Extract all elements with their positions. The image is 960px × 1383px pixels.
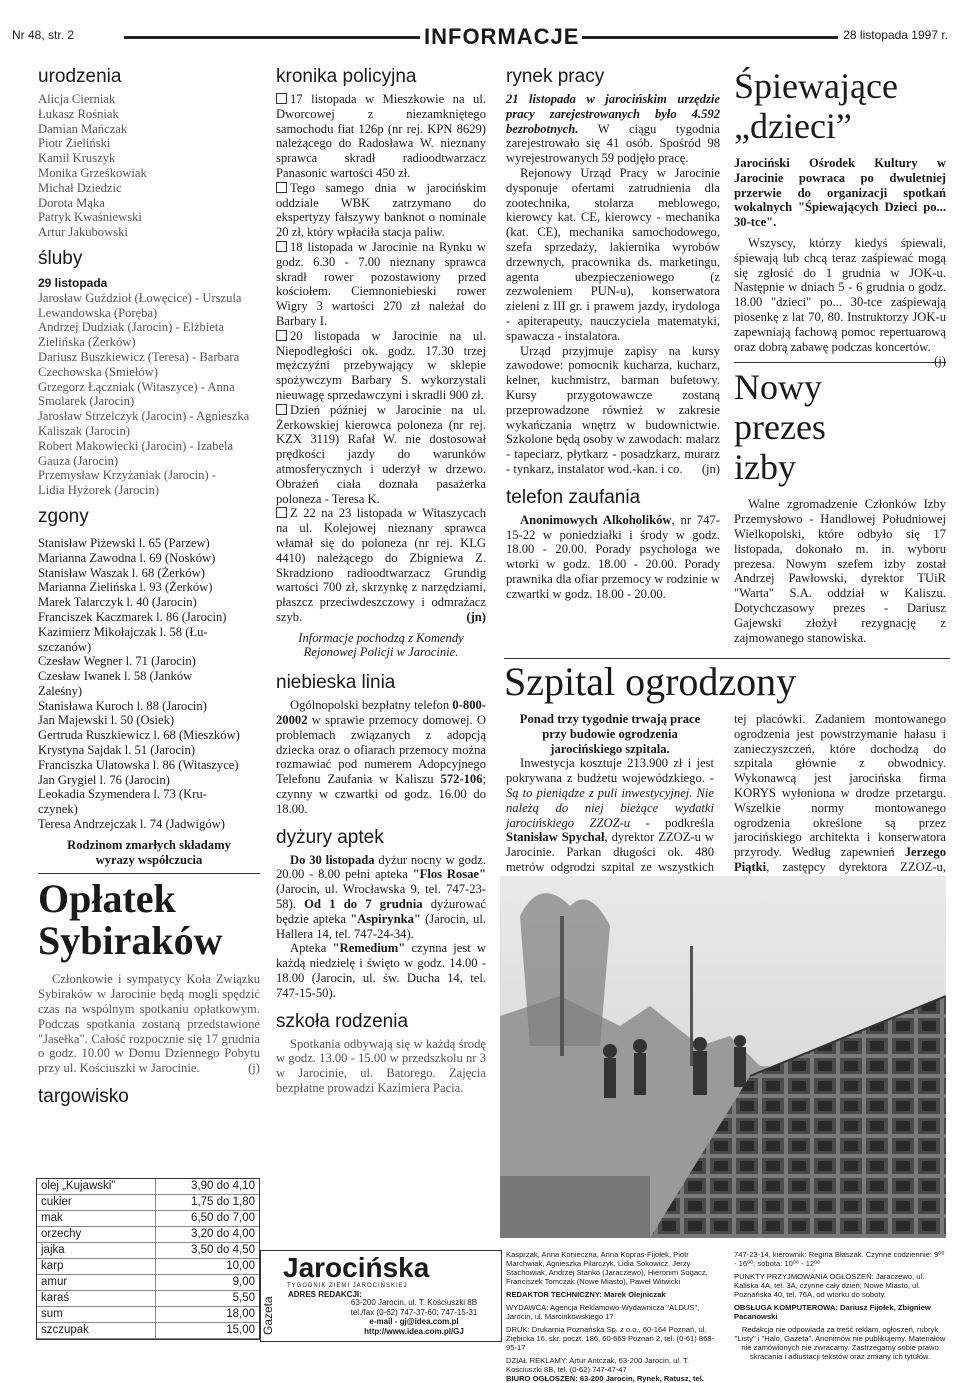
market-row [37, 1227, 259, 1243]
header-rule-right [582, 36, 838, 39]
market-price: 18,00 [155, 1307, 259, 1323]
police-report: 18 listopada w Jarocinie na Rynku w godz. 6.30 - 7.00 nieznany sprawca skradł rower pozostawiony przed kościołem. Ciemnoniebieski rower Wigry 3 wartości 270 zł należał do Barbary I. [276, 239, 486, 328]
market-price: 15,00 [155, 1323, 259, 1339]
section-title: INFORMACJE [424, 24, 580, 49]
market-row [37, 1275, 259, 1291]
page-number: Nr 48, str. 2 [12, 28, 75, 42]
deaths-heading: zgony [38, 505, 89, 527]
death-entry: Marianna Zawodna l. 69 (Nosków) [38, 550, 216, 565]
birth-entry: Dorota Mąka [38, 195, 105, 210]
hospital-text-2: tej placówki. Zadaniem montowanego ogrodzenia jest powstrzymanie hałasu i zanieczyszczeń, które dochodzą do szpitala głównie z obwodnicy. Wykonawcą jest jarocińska firma KORYS wyłoniona w drodze przetargu. Wszelkie normy montowanego ogrodzenia określone są przez jarocińskiego architekta i konserwatora przyrody. Według zapewnień Jerzego Piątki, zastępcy dyrektora ZZOZ-u, [734, 712, 946, 874]
death-entry: czynek) [38, 802, 78, 817]
market-price-table [36, 1178, 260, 1340]
jobs-lead: 21 listopada w jarocińskim urzędzie pracy zarejestrowanych było 4.592 bezrobotnych. W ciągu tygodnia zarejestrowało się 41 osób. Spośród 98 wyrejestrowanych 59 podjęło pracę. [506, 92, 720, 166]
wedding-entry: Jarosław Guździoł (Łowęcice) - Urszula [38, 290, 242, 305]
checkbox-bullet-icon [276, 507, 287, 518]
market-item: mak [37, 1211, 155, 1227]
birth-entry: Piotr Zieliński [38, 136, 111, 151]
birth-entry: Łukasz Rośniak [38, 106, 119, 121]
blue-line-heading: niebieska linia [276, 672, 396, 694]
police-report: 20 listopada w Jarocinie na ul. Niepodległości ok. godz. 17.30 trzej mężczyźni przebywający w sklepie spożywczym Barbary S. wykorzystali nieuwagę sprzedawczyni i skradli 900 zł. [276, 328, 486, 402]
market-row [37, 1179, 259, 1195]
column-4 [734, 66, 946, 645]
president-headline-1: Nowy prezes [734, 367, 826, 448]
market-price: 6,50 do 7,00 [155, 1211, 259, 1227]
page-header [12, 24, 948, 50]
wedding-entry: Kaliszak (Jarocin) [38, 423, 130, 438]
market-price: 5,50 [155, 1291, 259, 1307]
jobs-courses: Urząd przyjmuje zapisy na kursy zawodowe: pomocnik kucharza, kucharz, kelner, kuchmistrz, barman bufetowy. Kursy przygotowawcze zostaną przeprowadzone również w zakresie wykańczania wnętrz w budownictwie. Szkolone będą osoby w zawodach: malarz - tapeciarz, płytkarz - posadzkarz, murarz - tynkarz, instalator wod.-kan. i co. (jn) [506, 343, 720, 476]
checkbox-bullet-icon [276, 93, 287, 104]
pharmacy-sunday: Apteka "Remedium" czynna jest w każdą niedzielę i święto w godz. 14.00 - 18.00 (Jarocin, ul. św. Ducha 14, tel. 747-15-50). [276, 941, 486, 1000]
death-entry: Gertruda Ruszkiewicz l. 68 (Mieszków) [38, 728, 240, 743]
singing-headline-2: „dzieci” [734, 106, 852, 146]
births-list [38, 92, 260, 240]
masthead-col-mid: Kasprzak, Anna Konieczna, Anna Kopras-Fijołek, Piotr Marchwiak, Agnieszka Pilarczyk, Lidia Sokowicz, Jerzy Stachowiak, Andrzej Stanko (Jaraczewo), Hieronim Sogacz, Franciszek Tomczak (Nowe Miasto), Paweł Witwicki REDAKTOR TECHNICZNY: Marek Olejniczak WYDAWCA: Agencja Reklamowo-Wydawnicza "ALDUS", Jarocin, ul. Marcinkowskiego 17 DRUK: Drukarnia Poznańska Sp. z o.o., 60-164 Poznań, ul. Żiębicka 16, skr. poczt. 186, 60-669 Poznań 2, tel. (0-61) 868-95-17 DZIAŁ REKLAMY: Artur Antczak, 63-200 Jarocin, ul. T. Kościuszki 8B, tel. (0-62) 747-47-47 BIURO OGŁOSZEŃ: 63-200 Jarocin, Rynek, Ratusz, tel. [506, 1250, 715, 1383]
market-item: karaś [37, 1291, 155, 1307]
death-entry: Stanisława Kuroch l. 88 (Jarocin) [38, 698, 207, 713]
hospital-headline: Szpital ogrodzony [504, 659, 797, 704]
masthead-address: ADRES REDAKCJI: [288, 1290, 362, 1299]
police-report: Tego samego dnia w jarocińskim oddziale WBK zatrzymano do ekspertyzy fałszywy banknot o nominale 20 zł, który wpłaciła stacja paliw. [276, 180, 486, 240]
market-row [37, 1259, 259, 1275]
death-entry: Teresa Andrzejczak l. 74 (Jadwigów) [38, 817, 225, 832]
photo-illustration [500, 876, 946, 1238]
deaths-list [38, 536, 260, 832]
birth-entry: Damian Mańczak [38, 121, 128, 136]
death-entry: szczanów) [38, 639, 92, 654]
wedding-entry: Lidia Hyżorek (Jarocin) [38, 483, 159, 498]
singing-text: Wszyscy, którzy kiedyś śpiewali, śpiewają lub chcą teraz zaśpiewać mogą się zgłosić do 1 grudnia w JOK-u. Następnie w dniach 5 - 6 grudnia o godz. 18.00 "dzieci" po... 30-tce zaśpiewają piosenkę z lat 70, 80. Instruktorzy JOK-u zapewniają fachową pomoc repertuarową oraz dobrą zabawę podczas koncertów. (j) [734, 235, 946, 369]
wedding-entry: Zielińska (Żerków) [38, 335, 136, 350]
market-row [37, 1243, 259, 1259]
trust-text: Anonimowych Alkoholików, nr 747-15-22 w poniedziałki i środy w godz. 18.00 - 20.00. Porady psychologa we wtorki w godz. 18.00 - 20.00. Porady prawnika dla ofiar przemocy w rodzinie w czwartki w godz. 18.00 - 20.00. [506, 512, 721, 601]
checkbox-bullet-icon [276, 182, 287, 193]
birth-entry: Patryk Kwaśniewski [38, 210, 142, 225]
president-text: Walne zgromadzenie Członków Izby Przemysłowo - Handlowej Południowej Wielkopolski, które odbyło się 17 listopada, dokonało m. in. wyboru prezesa. Nowym szefem izby został Andrzej Pawłowski, dyrektor TUiR "Warta" S.A. oddział w Kaliszu. Dotychczasowy prezes - Dariusz Gajewski złożył rezygnację z zajmowanego stanowiska. [734, 497, 946, 645]
masthead-logo: Jarocińska [283, 1252, 430, 1283]
market-row [37, 1323, 259, 1339]
death-entry: Krystyna Sajdak l. 51 (Jarocin) [38, 743, 196, 758]
market-row [37, 1211, 259, 1227]
weddings-list [38, 291, 260, 498]
wedding-entry: Lewandowska (Poręba) [38, 305, 158, 320]
birth-entry: Artur Jakubowski [38, 225, 128, 240]
singing-headline-1: Śpiewające [734, 66, 898, 106]
police-reports [276, 92, 486, 625]
header-rule-left [124, 36, 420, 39]
market-row [37, 1307, 259, 1323]
wedding-entry: Gauza (Jarocin) [38, 453, 119, 468]
police-report: Dzień później w Jarocinie na ul. Żerkowskiej kierowca poloneza (nr rej. KZX 3119) Rafał W. nie dostosował prędkości jazdy do warunków atmosferycznych i uderzył w drzewo. Obrażeń ciała doznała pasażerka poloneza - Teresa K. [276, 402, 486, 506]
births-heading: urodzenia [38, 66, 122, 87]
weddings-heading: śluby [38, 247, 83, 269]
condolence-note: Rodzinom zmarłych składamy wyrazy współczucia [67, 837, 231, 867]
birth-entry: Alicja Cierniak [38, 92, 116, 106]
weddings-date: 29 listopada [38, 275, 108, 290]
president-headline-2: izby [734, 447, 796, 488]
issue-date: 28 listopada 1997 r. [843, 28, 948, 42]
jobs-offers: Rejonowy Urząd Pracy w Jarocinie dysponuje ofertami zatrudnienia dla zootechnika, stolarza meblowego, kierowcy kat. CE, kierowcy - mechanika (kat. CE), mechanika samochodowego, szefa sprzedaży, lakiernika wyrobów drzewnych, pracownika ds. marketingu, agenta ubezpieczeniowego (z zezwoleniem PUN-u), konserwatora zieleni z III gr. i prawem jazdy, irydologa - apiterapeuty, nauczyciela matematyki, spawacza - instalatora. [506, 165, 720, 343]
police-heading: kronika policyjna [276, 66, 417, 87]
hospital-text-1: Inwestycja kosztuje 213.900 zł i jest pokrywana z budżetu wojewódzkiego. - Są to pieniądze z puli inwestycyjnej. Nie należą do niej bieżące wydatki jarocińskiego ZZOZ-u - podkreśla Stanisław Spychał, dyrektor ZZOZ-u w Jarocinie. Parkan długości ok. 480 metrów odgrodzi szpital ze wszystkich [506, 756, 714, 874]
market-row [37, 1291, 259, 1307]
death-entry: Franciszek Kaczmarek l. 86 (Jarocin) [38, 609, 227, 624]
death-entry: Jan Grygiel l. 76 (Jarocin) [38, 772, 170, 787]
market-item: amur [37, 1275, 155, 1291]
market-item: sum [37, 1307, 155, 1323]
market-item: jajka [37, 1243, 155, 1259]
hospital-lead: Ponad trzy tygodnie trwają prace przy budowie ogrodzenia jarocińskiego szpitala. [519, 712, 701, 756]
wedding-entry: Robert Makowiecki (Jarocin) - Izabela [38, 438, 234, 453]
birth-entry: Monika Grześkowiak [38, 165, 147, 180]
market-price: 10,00 [155, 1259, 259, 1275]
death-entry: Kazimierz Mikołajczak l. 58 (Łu- [38, 624, 208, 639]
hospital-fence-photo [500, 876, 946, 1238]
market-heading: targowisko [38, 1086, 129, 1108]
wedding-entry: Smolarek (Jarocin) [38, 394, 135, 409]
market-item: karp [37, 1259, 155, 1275]
masthead-vertical-text: Gazeta [261, 1296, 275, 1335]
masthead-tagline: TYGODNIK ZIEMI JAROCIŃSKIEJ [287, 1283, 408, 1289]
market-item: orzechy [37, 1227, 155, 1243]
wedding-entry: Przemysław Krzyżaniak (Jarocin) - [38, 468, 216, 483]
market-price: 3,90 do 4,10 [155, 1179, 259, 1195]
birth-school-text: Spotkania odbywają się w każdą środę w godz. 13.00 - 15.00 w przedszkolu nr 3 w Jarocinie, ul. Batorego. Zajęcia bezpłatne prowadzi Kazimiera Pacia. [276, 1036, 486, 1096]
wedding-entry: Dariusz Buszkiewicz (Teresa) - Barbara [38, 349, 240, 364]
checkbox-bullet-icon [276, 404, 287, 415]
death-entry: Czesław Wegner l. 71 (Jarocin) [38, 654, 196, 669]
oplatek-text: Członkowie i sympatycy Koła Związku Sybiraków w Jarocinie będą mogli spędzić czas na wspólnym spotkaniu opłatkowym. Podczas spotkania zostaną przedstawione "Jasełka". Całość rozpocznie się 17 grudnia o godz. 10.00 w Domu Dziennego Pobytu przy ul. Kościuszki w Jarocinie. (j) [38, 972, 260, 1076]
death-entry: Leokadia Szymendera l. 73 (Kru- [38, 787, 207, 802]
blue-line-text: Ogólnopolski bezpłatny telefon 0-800-20002 w sprawie przemocy domowej. O problemach związanych z adopcją dziecka oraz o ofiarach przemocy można rozmawiać pod numerem Adopcyjnego Telefonu Zaufania w Kaliszu 572-106; czynny w czwartki od godz. 16.00 do 18.00. [276, 698, 486, 816]
market-item: cukier [37, 1195, 155, 1211]
checkbox-bullet-icon [276, 330, 287, 341]
death-entry: Zaleśny) [38, 683, 83, 698]
column-3 [506, 66, 720, 602]
wedding-entry: Czechowska (Smiełów) [38, 364, 158, 379]
birth-entry: Kamil Kruszyk [38, 151, 116, 166]
wedding-entry: Andrzej Dudziak (Jarocin) - Elżbieta [38, 320, 225, 335]
birth-school-heading: szkoła rodzenia [276, 1010, 409, 1032]
jobs-heading: rynek pracy [506, 66, 605, 87]
pharmacy-text: Do 30 listopada dyżur nocny w godz. 20.00 - 8.00 pełni apteka "Flos Rosae" (Jarocin, ul. Wrocławska 9, tel. 747-23-58). Od 1 do 7 grudnia dyżurować będzie apteka "Aspirynka" (Jarocin, ul. Hallera 14, tel. 747-24-34). [276, 852, 486, 941]
death-entry: Marek Talarczyk l. 40 (Jarocin) [38, 595, 197, 610]
death-entry: Czesław Iwanek l. 58 (Janków [38, 669, 193, 684]
masthead-contact: 63-200 Jarocin, ul. T. Kościuszki 8B tel./fax (0-62) 747-37-60; 747-15-31 e-mail - gj@idea.com.pl http://www.idea.com.pl/GJ [350, 1298, 478, 1336]
death-entry: Stanisław Waszak l. 68 (Żerków) [38, 565, 205, 580]
death-entry: Marianna Zielińska l. 93 (Żerków) [38, 580, 213, 595]
police-signature: (jn) [466, 609, 486, 624]
birth-entry: Michał Dziedzic [38, 180, 122, 195]
police-report: Z 22 na 23 listopada w Witaszycach na ul. Kolejowej nieznany sprawca włamał się do poloneza (nr rej. KLG 4410) należącego do Zbigniewa Z. Skradziono radioodtwarzacz Grundig wartości 700 zł, skrzynkę z narzędziami, płaszcz przeciwdeszczowy i odmrażacz szyb. (jn) [276, 506, 486, 624]
pharmacy-heading: dyżury aptek [276, 826, 384, 848]
market-price: 1,75 do 1,80 [155, 1195, 259, 1211]
market-item: szczupak [37, 1323, 155, 1339]
market-price: 3,20 do 4,00 [155, 1227, 259, 1243]
oplatek-headline: Opłatek Sybiraków [38, 876, 223, 964]
police-report: 17 listopada w Mieszkowie na ul. Dworcowej z niezamkniętego samochodu fiat 126p (nr rej. KPN 8629) należącego do Radosława W. nieznany sprawca skradł radioodtwarzacz Panasonic wartości 450 zł. [276, 92, 486, 180]
market-item: olej „Kujawski” [37, 1179, 155, 1195]
checkbox-bullet-icon [276, 241, 287, 252]
police-source: Informacje pochodzą z Komendy Rejonowej Policji w Jarocinie. [298, 630, 464, 660]
market-price: 3,50 do 4,50 [155, 1243, 259, 1259]
column-1 [38, 66, 260, 1112]
column-2 [276, 66, 486, 1096]
masthead-col-right: 747-23-14, kierownik: Regina Błaszak. Czynne codziennie: 9⁰⁰ - 16⁰⁰; sobota: 10⁰⁰ - 12⁰⁰ PUNKTY PRZYJMOWANIA OGŁOSZEŃ: Jaraczewo, ul. Kaliska 4A, tel. 3A, czynne cały dzień; Nowe Miasto, ul. Poznańska 40, tel. 76A, od wtorku do soboty. OBSŁUGA KOMPUTEROWA: Dariusz Fijołek, Zbigniew Pacanowski Redakcja nie odpowiada za treść reklam, ogłoszeń, rubryk "Listy" i "Halo, Gazeta". Anonimów nie publikujemy. Materiałów nie zamówionych nie zwracamy. Zastrzegamy sobie prawo skracania i adiustacji tekstów oraz zmiany ich tytułów. [734, 1250, 946, 1361]
death-entry: Jan Majewski l. 50 (Osiek) [38, 713, 175, 728]
market-price: 9,00 [155, 1275, 259, 1291]
death-entry: Franciszka Ulatowska l. 86 (Witaszyce) [38, 757, 239, 772]
wedding-entry: Grzegorz Łączniak (Witaszyce) - Anna [38, 379, 235, 394]
death-entry: Stanisław Piżewski l. 65 (Parzew) [38, 535, 210, 550]
market-row [37, 1195, 259, 1211]
singing-lead: Jarociński Ośrodek Kultury w Jarocinie powraca po dwuletniej przerwie do organizacji spotkań wokalnych "Śpiewających Dzieci po... 30-tce". [734, 156, 946, 230]
trust-heading: telefon zaufania [506, 486, 641, 508]
wedding-entry: Jarosław Strzelczyk (Jarocin) - Agnieszka [38, 409, 250, 424]
